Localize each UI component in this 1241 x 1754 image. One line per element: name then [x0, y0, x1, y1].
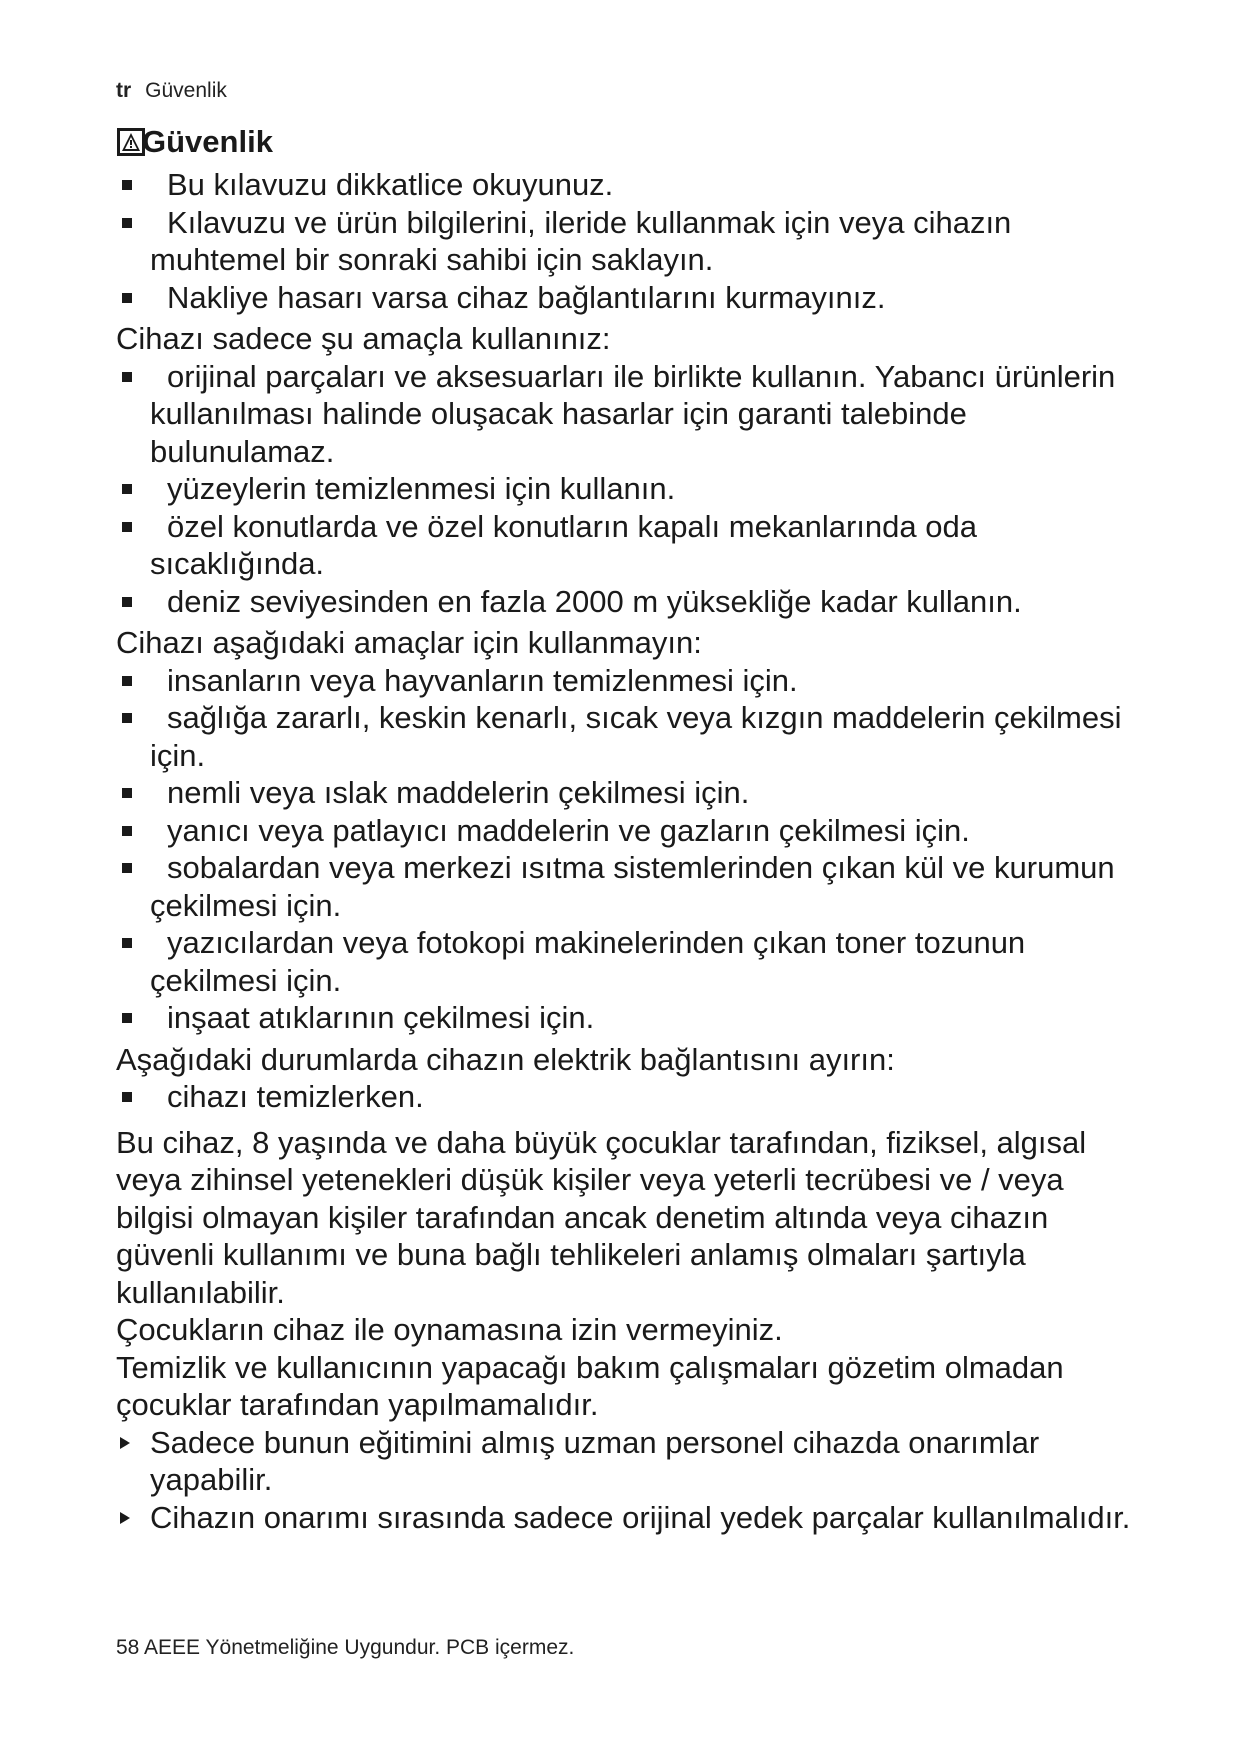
list-item: deniz seviyesinden en fazla 2000 m yüksekliğe kadar kullanın.: [116, 583, 1136, 621]
action-list: [116, 1424, 1136, 1537]
list-item: cihazı temizlerken.: [116, 1078, 1136, 1116]
action-item: Cihazın onarımı sırasında sadece orijinal yedek parçalar kullanılmalıdır.: [116, 1499, 1136, 1537]
use-intro: Cihazı sadece şu amaçla kullanınız:: [116, 321, 611, 356]
list-item: sağlığa zararlı, keskin kenarlı, sıcak veya kızgın maddelerin çekilmesi için.: [116, 699, 1136, 774]
list-item: sobalardan veya merkezi ısıtma sistemlerinden çıkan kül ve kurumun çekilmesi için.: [116, 849, 1136, 924]
cleaning-paragraph: Temizlik ve kullanıcının yapacağı bakım çalışmaları gözetim olmadan çocuklar tarafından yapılmamalıdır.: [116, 1349, 1064, 1422]
action-item: Sadece bunun eğitimini almış uzman personel cihazda onarımlar yapabilir.: [116, 1424, 1136, 1499]
page-title: [116, 122, 1136, 162]
list-item: yanıcı veya patlayıcı maddelerin ve gazların çekilmesi için.: [116, 812, 1136, 850]
title-text: Güvenlik: [142, 124, 273, 159]
no-use-intro: Cihazı aşağıdaki amaçlar için kullanmayın:: [116, 625, 702, 660]
list-item: yazıcılardan veya fotokopi makinelerinden çıkan toner tozunun çekilmesi için.: [116, 924, 1136, 999]
list-item: inşaat atıklarının çekilmesi için.: [116, 999, 1136, 1037]
disconnect-intro: Aşağıdaki durumlarda cihazın elektrik bağlantısını ayırın:: [116, 1041, 895, 1077]
list-item: yüzeylerin temizlenmesi için kullanın.: [116, 470, 1136, 508]
page-footer: 58 AEEE Yönetmeliğine Uygundur. PCB içermez.: [116, 1636, 575, 1659]
list-item: özel konutlarda ve özel konutların kapalı mekanlarında oda sıcaklığında.: [116, 508, 1136, 583]
children-paragraph: Bu cihaz, 8 yaşında ve daha büyük çocuklar tarafından, fiziksel, algısal veya zihinsel yetenekleri düşük kişiler veya yeterli tecrübesi ve / veya bilgisi olmayan kişiler tarafından ancak denetim altında veya cihazın güvenli kullanımı ve buna bağlı tehlikeleri anlamış olmaları şartıyla kullanılabilir.: [116, 1124, 1087, 1310]
list-item: Nakliye hasarı varsa cihaz bağlantılarını kurmayınız.: [116, 279, 1136, 317]
page-header: [116, 79, 227, 103]
header-section: Güvenlik: [145, 79, 227, 102]
use-list: [116, 358, 1136, 621]
no-use-list: [116, 662, 1136, 1037]
general-list: [116, 166, 1136, 316]
list-item: insanların veya hayvanların temizlenmesi için.: [116, 662, 1136, 700]
list-item: nemli veya ıslak maddelerin çekilmesi için.: [116, 774, 1136, 812]
main-content: [116, 122, 1136, 1536]
children-play-note: Çocukların cihaz ile oynamasına izin vermeyiniz.: [116, 1312, 783, 1347]
language-code: tr: [116, 79, 132, 102]
disconnect-list: [116, 1078, 1136, 1116]
list-item: Kılavuzu ve ürün bilgilerini, ileride kullanmak için veya cihazın muhtemel bir sonraki sahibi için saklayın.: [116, 204, 1136, 279]
list-item: Bu kılavuzu dikkatlice okuyunuz.: [116, 166, 1136, 204]
list-item: orijinal parçaları ve aksesuarları ile birlikte kullanın. Yabancı ürünlerin kullanılması halinde oluşacak hasarlar için garanti talebinde bulunulamaz.: [116, 358, 1136, 471]
